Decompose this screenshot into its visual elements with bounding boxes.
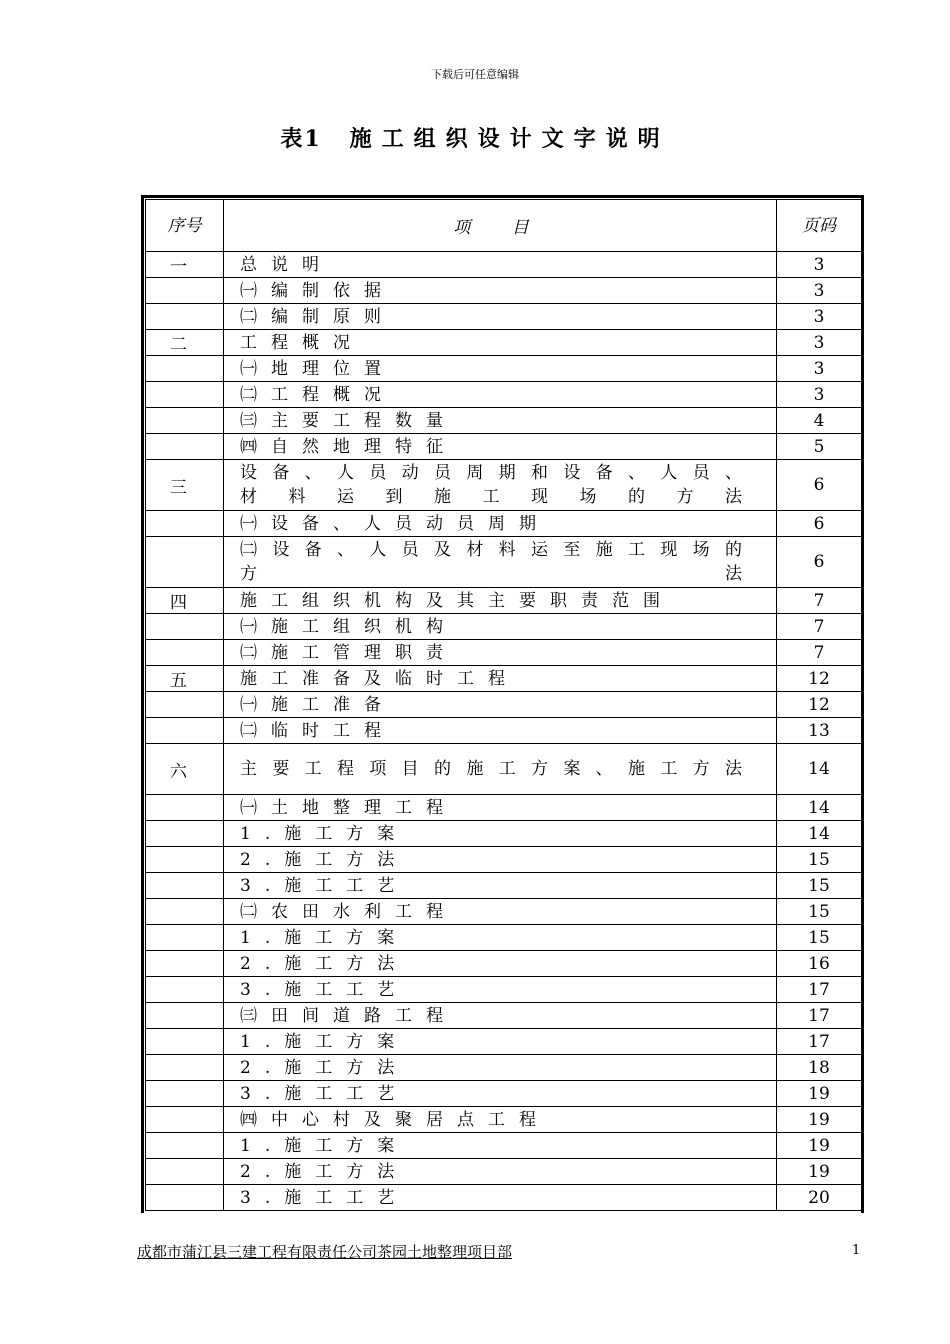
- row-page: 14: [777, 821, 862, 847]
- row-seq: [146, 821, 224, 847]
- row-seq: 五: [146, 666, 224, 692]
- table-row: [146, 951, 862, 977]
- table-row: [146, 278, 862, 304]
- row-seq: [146, 899, 224, 925]
- table-row: [146, 925, 862, 951]
- row-seq: [146, 640, 224, 666]
- row-page: 7: [777, 614, 862, 640]
- header-note: 下载后可任意编辑: [431, 68, 519, 81]
- table-number: 表1: [280, 126, 322, 152]
- table-row: [146, 460, 862, 511]
- row-page: 14: [777, 744, 862, 795]
- row-page: 19: [777, 1159, 862, 1185]
- table-row: [146, 847, 862, 873]
- table-row: [146, 1107, 862, 1133]
- table-row: [146, 1003, 862, 1029]
- table-row: [146, 614, 862, 640]
- row-item: ㈡工程概况: [224, 382, 777, 408]
- row-seq: 二: [146, 330, 224, 356]
- row-seq: 三: [146, 460, 224, 511]
- header-page: 页码: [777, 200, 862, 252]
- row-item: 2.施工方法: [224, 951, 777, 977]
- row-item: 2.施工方法: [224, 1055, 777, 1081]
- row-item: ㈡农田水利工程: [224, 899, 777, 925]
- row-page: 18: [777, 1055, 862, 1081]
- row-item: ㈠设备、人员动员周期: [224, 511, 777, 537]
- row-item: 3.施工工艺: [224, 1185, 777, 1211]
- row-seq: [146, 1081, 224, 1107]
- row-seq: [146, 382, 224, 408]
- row-item: 工程概况: [224, 330, 777, 356]
- row-seq: [146, 951, 224, 977]
- contents-table: [145, 199, 862, 1211]
- table-row: [146, 304, 862, 330]
- row-item: 1.施工方案: [224, 925, 777, 951]
- row-item: ㈢主要工程数量: [224, 408, 777, 434]
- row-seq: [146, 925, 224, 951]
- row-page: 17: [777, 1003, 862, 1029]
- table-row: [146, 821, 862, 847]
- row-item: 施工组织机构及其主要职责范围: [224, 588, 777, 614]
- row-page: 3: [777, 278, 862, 304]
- table-row: [146, 640, 862, 666]
- document-title: [0, 122, 950, 153]
- row-page: 3: [777, 304, 862, 330]
- table-row: [146, 692, 862, 718]
- row-item: 2.施工方法: [224, 847, 777, 873]
- table-row: [146, 408, 862, 434]
- row-item: ㈢田间道路工程: [224, 1003, 777, 1029]
- header-seq: 序号: [146, 200, 224, 252]
- row-page: 15: [777, 899, 862, 925]
- row-seq: [146, 1055, 224, 1081]
- row-item: ㈠施工组织机构: [224, 614, 777, 640]
- table-row: [146, 1081, 862, 1107]
- table-row: [146, 1133, 862, 1159]
- row-page: 16: [777, 951, 862, 977]
- row-seq: [146, 1029, 224, 1055]
- row-item: 施工准备及临时工程: [224, 666, 777, 692]
- row-page: 19: [777, 1133, 862, 1159]
- table-row: [146, 537, 862, 588]
- row-page: 20: [777, 1185, 862, 1211]
- row-item: ㈡临时工程: [224, 718, 777, 744]
- table-row: [146, 1185, 862, 1211]
- row-page: 17: [777, 1029, 862, 1055]
- row-page: 19: [777, 1107, 862, 1133]
- row-item: ㈣中心村及聚居点工程: [224, 1107, 777, 1133]
- row-seq: [146, 408, 224, 434]
- table-row: [146, 718, 862, 744]
- table-row: [146, 899, 862, 925]
- row-page: 15: [777, 925, 862, 951]
- row-seq: [146, 718, 224, 744]
- row-page: 14: [777, 795, 862, 821]
- row-item: 3.施工工艺: [224, 873, 777, 899]
- row-item: 1.施工方案: [224, 1029, 777, 1055]
- row-item: 3.施工工艺: [224, 977, 777, 1003]
- table-row: [146, 873, 862, 899]
- row-seq: [146, 977, 224, 1003]
- row-seq: [146, 1107, 224, 1133]
- row-seq: [146, 692, 224, 718]
- table-row: [146, 382, 862, 408]
- row-item: 总说明: [224, 252, 777, 278]
- row-page: 3: [777, 252, 862, 278]
- table-row: [146, 1055, 862, 1081]
- row-seq: [146, 873, 224, 899]
- row-item: ㈠地理位置: [224, 356, 777, 382]
- row-page: 12: [777, 692, 862, 718]
- title-text: 施工组织设计文字说明: [349, 126, 670, 152]
- row-page: 5: [777, 434, 862, 460]
- footer-company: 成都市蒲江县三建工程有限责任公司茶园土地整理项目部: [137, 1243, 513, 1261]
- table-row: [146, 511, 862, 537]
- row-seq: [146, 304, 224, 330]
- table-row: [146, 744, 862, 795]
- table-row: [146, 330, 862, 356]
- row-seq: [146, 278, 224, 304]
- row-item: 2.施工方法: [224, 1159, 777, 1185]
- row-item: 设备、人员动员周期和设备、人员、材料运到施工现场的方法: [224, 460, 777, 511]
- row-item: 1.施工方案: [224, 1133, 777, 1159]
- row-item: ㈡施工管理职责: [224, 640, 777, 666]
- row-seq: 六: [146, 744, 224, 795]
- row-item: ㈠编制依据: [224, 278, 777, 304]
- table-row: [146, 252, 862, 278]
- row-seq: [146, 847, 224, 873]
- row-seq: [146, 1185, 224, 1211]
- table-row: [146, 666, 862, 692]
- row-page: 3: [777, 382, 862, 408]
- row-item: ㈣自然地理特征: [224, 434, 777, 460]
- row-seq: 一: [146, 252, 224, 278]
- table-header-row: [146, 200, 862, 252]
- row-page: 17: [777, 977, 862, 1003]
- row-seq: [146, 511, 224, 537]
- row-seq: [146, 795, 224, 821]
- row-item: ㈠施工准备: [224, 692, 777, 718]
- row-seq: [146, 1159, 224, 1185]
- table-row: [146, 588, 862, 614]
- row-seq: [146, 614, 224, 640]
- table-row: [146, 1029, 862, 1055]
- row-page: 6: [777, 511, 862, 537]
- table-row: [146, 795, 862, 821]
- row-page: 6: [777, 537, 862, 588]
- row-page: 7: [777, 588, 862, 614]
- row-page: 7: [777, 640, 862, 666]
- row-page: 4: [777, 408, 862, 434]
- row-item: ㈡编制原则: [224, 304, 777, 330]
- row-page: 3: [777, 356, 862, 382]
- table-row: [146, 1159, 862, 1185]
- row-page: 13: [777, 718, 862, 744]
- row-seq: [146, 1133, 224, 1159]
- row-item: ㈠土地整理工程: [224, 795, 777, 821]
- row-page: 15: [777, 873, 862, 899]
- row-seq: 四: [146, 588, 224, 614]
- footer-page-number: 1: [852, 1243, 861, 1258]
- row-seq: [146, 1003, 224, 1029]
- row-item: 3.施工工艺: [224, 1081, 777, 1107]
- row-seq: [146, 434, 224, 460]
- row-page: 3: [777, 330, 862, 356]
- table-row: [146, 434, 862, 460]
- row-seq: [146, 356, 224, 382]
- row-item: 1.施工方案: [224, 821, 777, 847]
- row-item: 主要工程项目的施工方案、施工方法: [224, 744, 777, 795]
- row-page: 6: [777, 460, 862, 511]
- row-seq: [146, 537, 224, 588]
- table-row: [146, 356, 862, 382]
- table-row: [146, 977, 862, 1003]
- row-item: ㈡设备、人员及材料运至施工现场的方法: [224, 537, 777, 588]
- row-page: 12: [777, 666, 862, 692]
- row-page: 15: [777, 847, 862, 873]
- header-item: 项 目: [224, 200, 777, 252]
- row-page: 19: [777, 1081, 862, 1107]
